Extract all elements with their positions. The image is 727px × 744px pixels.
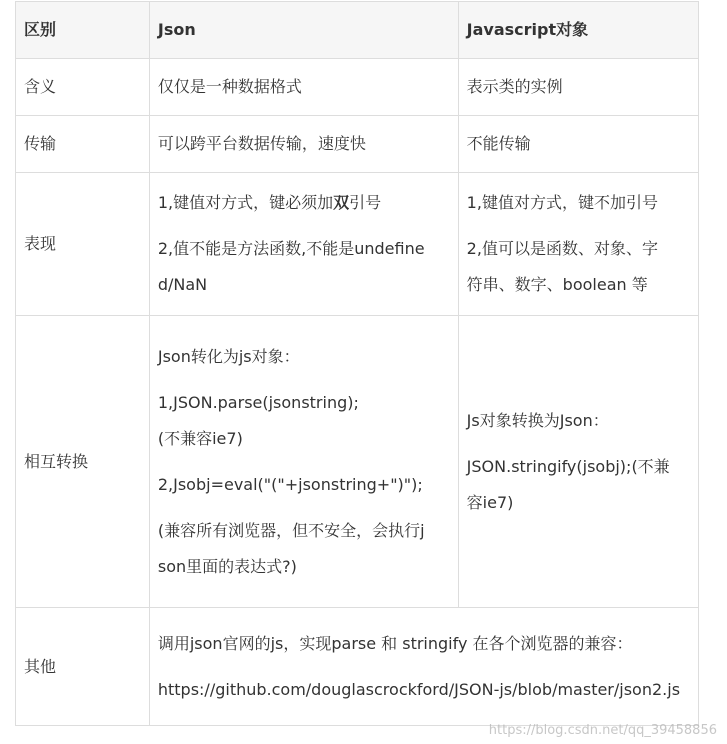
other-cell <box>149 608 698 726</box>
js-conversion-line-2: JSON.stringify(jsobj);(不兼 <box>466 456 670 476</box>
json-cell: 可以跨平台数据传输，速度快 <box>149 116 458 173</box>
json-cell <box>149 316 458 608</box>
header-difference: 区别 <box>16 2 150 59</box>
js-cell: 不能传输 <box>458 116 698 173</box>
row-transfer <box>16 116 699 173</box>
js-conversion-line-3: 容ie7) <box>466 492 514 512</box>
js-expression-line-2: 2,值可以是函数、对象、字 <box>466 239 658 258</box>
js-cell: 表示类的实例 <box>458 59 698 116</box>
row-other <box>16 608 699 726</box>
json-conversion-line-5: (兼容所有浏览器，但不安全，会执行j <box>157 520 425 540</box>
header-js-object: Javascript对象 <box>458 2 698 59</box>
header-json: Json <box>149 2 458 59</box>
row-conversion <box>16 316 699 608</box>
json-expression-line-2: 2,值不能是方法函数,不能是undefine <box>157 239 425 258</box>
js-cell <box>458 173 698 316</box>
other-line-2[interactable]: https://github.com/douglascrockford/JSON-js/blob/master/json2.js <box>157 679 681 699</box>
other-line-1: 调用json官网的js，实现parse 和 stringify 在各个浏览器的兼容： <box>157 633 633 653</box>
watermark: https://blog.csdn.net/qq_39458856 <box>488 723 717 738</box>
json-conversion-line-4: 2,Jsobj=eval("("+jsonstring+")"); <box>157 474 423 494</box>
json-conversion-line-1: Json转化为js对象： <box>157 346 300 366</box>
json-expression-line-1: 1,键值对方式，键必须加双引号 <box>157 193 382 212</box>
comparison-table <box>15 1 699 726</box>
row-label: 表现 <box>16 173 150 316</box>
json-conversion-line-2: 1,JSON.parse(jsonstring); <box>157 392 359 412</box>
row-meaning <box>16 59 699 116</box>
row-label: 其他 <box>16 608 150 726</box>
row-label: 传输 <box>16 116 150 173</box>
row-label: 相互转换 <box>16 316 150 608</box>
js-conversion-line-1: Js对象转换为Json： <box>466 410 609 430</box>
json-conversion-line-3: (不兼容ie7) <box>157 428 243 448</box>
js-expression-line-1: 1,键值对方式，键不加引号 <box>466 193 658 212</box>
json-expression-line-3: d/NaN <box>157 275 208 294</box>
json-conversion-line-6: son里面的表达式?) <box>157 556 297 576</box>
json-cell: 仅仅是一种数据格式 <box>149 59 458 116</box>
js-expression-line-3: 符串、数字、boolean 等 <box>466 275 648 294</box>
row-label: 含义 <box>16 59 150 116</box>
header-row <box>16 2 699 59</box>
json-cell <box>149 173 458 316</box>
js-cell <box>458 316 698 608</box>
row-expression <box>16 173 699 316</box>
